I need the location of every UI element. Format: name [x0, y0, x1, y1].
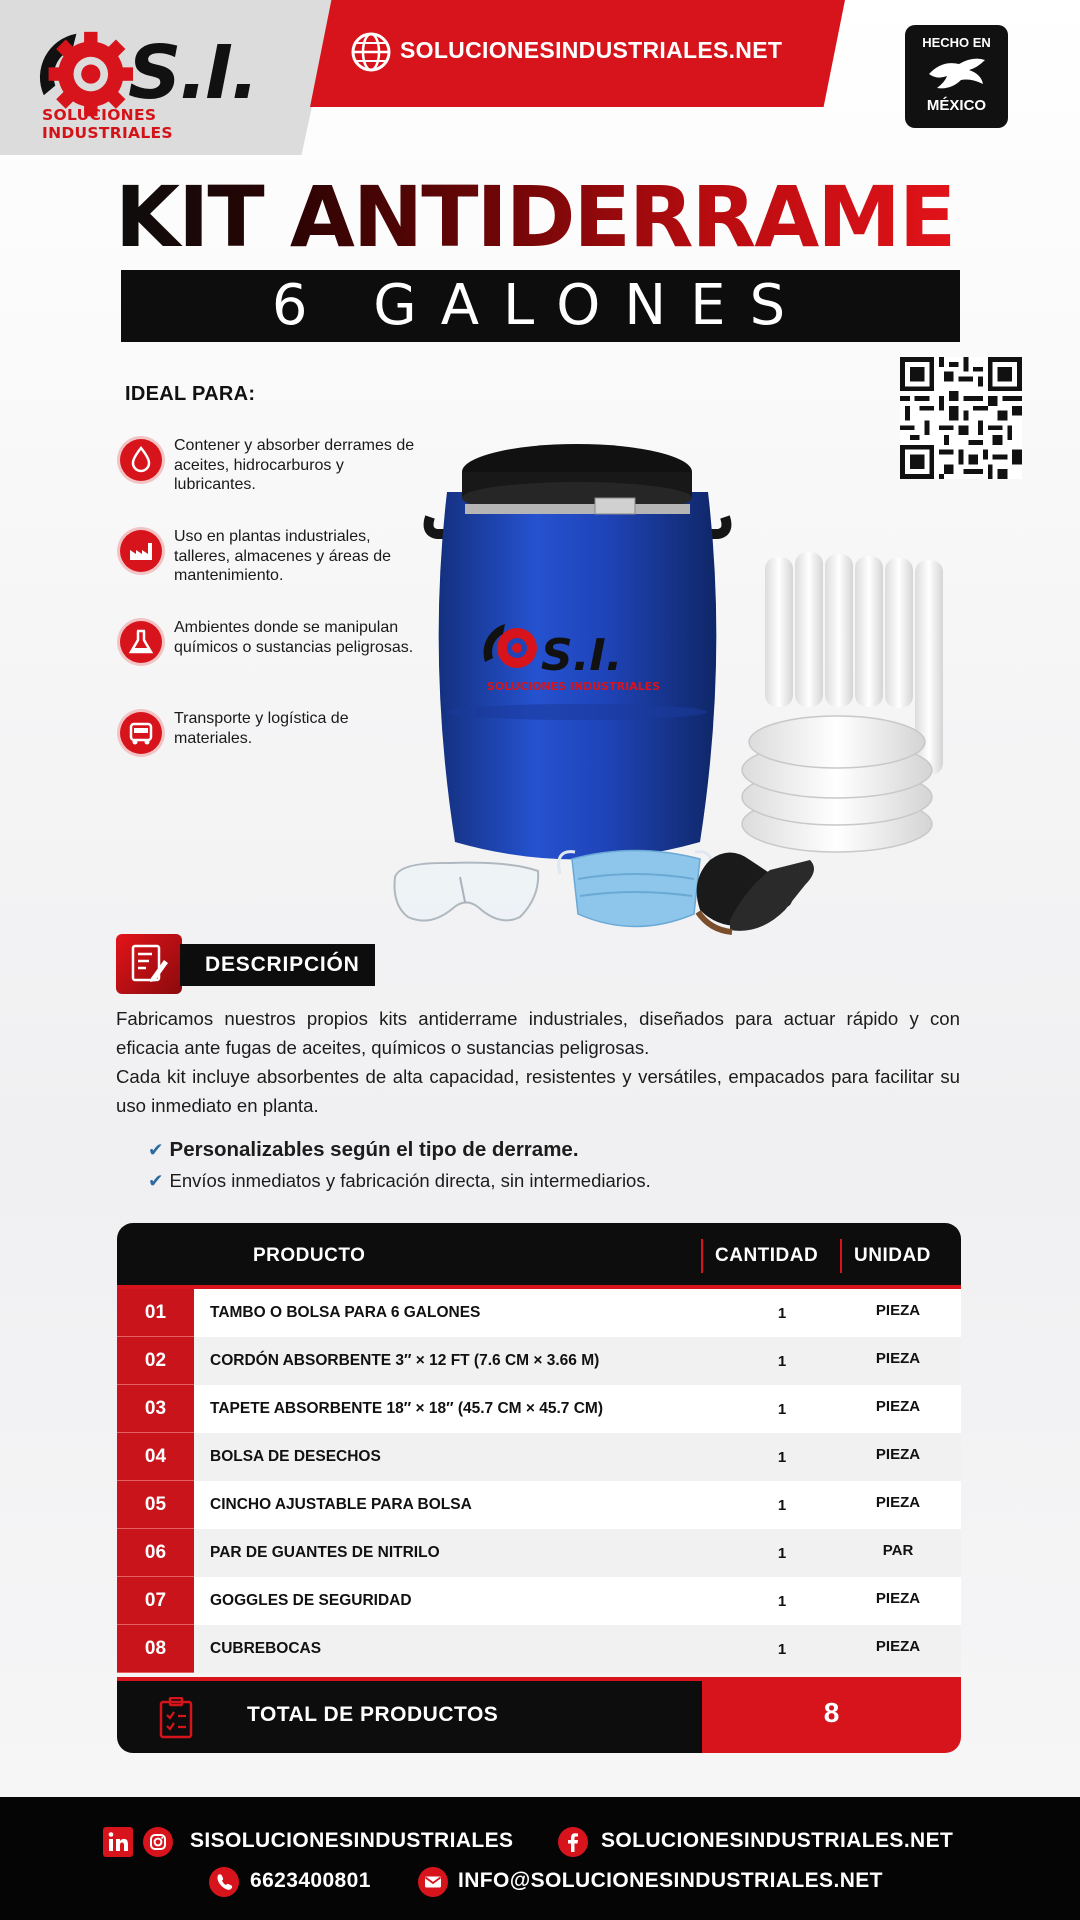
- description-paragraph: Fabricamos nuestros propios kits antiderrame industriales, diseñados para actuar rápido y con eficacia ante fugas de aceites, químicos o sustancias peligrosas.: [116, 1008, 960, 1058]
- barrel-brand-mark: S.I.: [541, 630, 623, 681]
- email-link[interactable]: INFO@SOLUCIONESINDUSTRIALES.NET: [458, 1869, 883, 1892]
- row-product: TAPETE ABSORBENTE 18″ × 18″ (45.7 CM × 45.7 CM): [210, 1400, 603, 1417]
- brand-logo: [38, 26, 278, 142]
- table-header: [117, 1223, 961, 1289]
- row-unit: PIEZA: [875, 1446, 921, 1463]
- row-qty: 1: [777, 1497, 787, 1514]
- table-row: [117, 1337, 961, 1385]
- linkedin-icon[interactable]: [103, 1827, 133, 1857]
- table-row: [117, 1433, 961, 1481]
- brand-mark: S.I.: [128, 30, 258, 116]
- row-number: 05: [117, 1481, 194, 1529]
- phone-link[interactable]: 6623400801: [250, 1869, 371, 1892]
- website-link[interactable]: SOLUCIONESINDUSTRIALES.NET: [400, 37, 783, 63]
- row-qty: 1: [777, 1641, 787, 1658]
- row-number: 02: [117, 1337, 194, 1385]
- row-number: 04: [117, 1433, 194, 1481]
- clipboard-check-icon: [159, 1697, 193, 1739]
- table-row: [117, 1577, 961, 1625]
- total-value: 8: [823, 1697, 840, 1728]
- badge-top-text: HECHO EN: [922, 35, 991, 50]
- checkmark-icon: ✔: [148, 1139, 164, 1160]
- row-unit: PIEZA: [875, 1590, 921, 1607]
- total-label: TOTAL DE PRODUCTOS: [247, 1703, 499, 1726]
- row-qty: 1: [777, 1353, 787, 1370]
- row-unit: PIEZA: [875, 1398, 921, 1415]
- truck-icon: [120, 712, 162, 754]
- footer: [0, 1797, 1080, 1920]
- table-row: [117, 1529, 961, 1577]
- column-header-qty: CANTIDAD: [715, 1245, 819, 1266]
- badge-bottom-text: MÉXICO: [926, 97, 987, 114]
- products-table: [117, 1223, 961, 1753]
- ideal-item-text: Transporte y logística de materiales.: [174, 710, 349, 747]
- row-product: TAMBO O BOLSA PARA 6 GALONES: [210, 1304, 481, 1321]
- table-row: [117, 1385, 961, 1433]
- feature-check: [148, 1170, 651, 1192]
- globe-icon: [350, 31, 392, 73]
- table-row: [117, 1481, 961, 1529]
- column-header-product: PRODUCTO: [253, 1245, 366, 1266]
- page-title: KIT ANTIDERRAME: [115, 168, 965, 266]
- column-header-unit: UNIDAD: [854, 1245, 931, 1266]
- row-unit: PIEZA: [875, 1302, 921, 1319]
- ideal-heading: IDEAL PARA:: [125, 383, 256, 405]
- total-value-area: [702, 1681, 961, 1753]
- row-number: 03: [117, 1385, 194, 1433]
- row-qty: 1: [777, 1593, 787, 1610]
- row-qty: 1: [777, 1305, 787, 1322]
- product-kit-image: [385, 432, 955, 952]
- row-product: BOLSA DE DESECHOS: [210, 1448, 381, 1465]
- ideal-item-text: Contener y absorber derrames de aceites, hidrocarburos y lubricantes.: [174, 437, 415, 493]
- phone-icon[interactable]: [209, 1867, 239, 1897]
- description-paragraph: Cada kit incluye absorbentes de alta capacidad, resistentes y versátiles, empacados para facilitar su uso inmediato en planta.: [116, 1066, 960, 1116]
- table-total: [117, 1677, 961, 1753]
- factory-icon: [120, 530, 162, 572]
- flask-icon: [120, 621, 162, 663]
- barrel-brand-sub: SOLUCIONES INDUSTRIALES: [487, 680, 661, 693]
- row-unit: PAR: [882, 1542, 914, 1559]
- row-number: 01: [117, 1289, 194, 1337]
- page-subtitle: 6 GALONES: [121, 270, 960, 342]
- social-handle-link[interactable]: SISOLUCIONESINDUSTRIALES: [190, 1829, 514, 1852]
- row-product: CINCHO AJUSTABLE PARA BOLSA: [210, 1496, 472, 1513]
- description-label: DESCRIPCIÓN: [180, 944, 375, 986]
- checkmark-icon: ✔: [148, 1170, 164, 1191]
- email-icon[interactable]: [418, 1867, 448, 1897]
- row-product: CUBREBOCAS: [210, 1640, 322, 1657]
- brand-subtitle: SOLUCIONES INDUSTRIALES: [42, 106, 173, 142]
- row-qty: 1: [777, 1449, 787, 1466]
- row-product: GOGGLES DE SEGURIDAD: [210, 1592, 412, 1609]
- feature-text: Personalizables según el tipo de derrame.: [169, 1138, 579, 1161]
- table-row: [117, 1289, 961, 1337]
- made-in-mexico-badge: [905, 25, 1008, 128]
- row-qty: 1: [777, 1545, 787, 1562]
- row-unit: PIEZA: [875, 1350, 921, 1367]
- ideal-item-text: Uso en plantas industriales, talleres, almacenes y áreas de mantenimiento.: [174, 528, 391, 584]
- drop-icon: [120, 439, 162, 481]
- row-unit: PIEZA: [875, 1494, 921, 1511]
- row-product: PAR DE GUANTES DE NITRILO: [210, 1544, 440, 1561]
- ideal-item-text: Ambientes donde se manipulan químicos o sustancias peligrosas.: [174, 619, 414, 656]
- feature-check: [148, 1138, 579, 1162]
- row-qty: 1: [777, 1401, 787, 1418]
- row-product: CORDÓN ABSORBENTE 3″ × 12 FT (7.6 CM × 3.66 M): [210, 1352, 600, 1369]
- document-edit-icon: [116, 934, 182, 994]
- feature-text: Envíos inmediatos y fabricación directa, sin intermediarios.: [169, 1170, 651, 1191]
- row-number: 06: [117, 1529, 194, 1577]
- facebook-link[interactable]: SOLUCIONESINDUSTRIALES.NET: [601, 1829, 954, 1852]
- instagram-icon[interactable]: [143, 1827, 173, 1857]
- row-number: 08: [117, 1625, 194, 1673]
- eagle-icon: [927, 54, 987, 94]
- row-unit: PIEZA: [875, 1638, 921, 1655]
- facebook-icon[interactable]: [558, 1827, 588, 1857]
- header-divider: [701, 1239, 703, 1273]
- row-number: 07: [117, 1577, 194, 1625]
- header-divider: [840, 1239, 842, 1273]
- table-row: [117, 1625, 961, 1673]
